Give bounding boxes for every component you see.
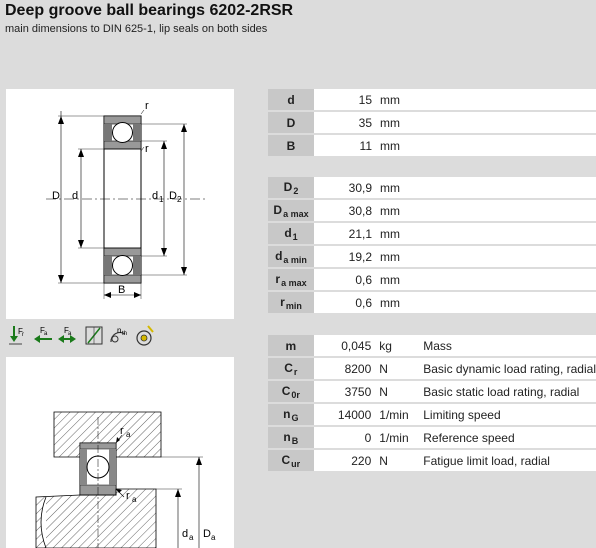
- mounting-drawing-panel: [6, 357, 234, 548]
- svg-text:th: th: [122, 331, 128, 337]
- unit-cell: N: [375, 450, 413, 471]
- label-r-mid: r: [145, 143, 149, 155]
- unit-cell: mm: [376, 223, 410, 244]
- label-ra-top-sub: a: [126, 430, 131, 439]
- label-D2: D: [169, 190, 177, 202]
- feature-icons-row: [6, 324, 236, 350]
- unit-cell: 1/min: [375, 427, 413, 448]
- symbol-cell: [268, 381, 314, 402]
- symbol: r: [280, 294, 285, 309]
- description-cell: Reference speed: [413, 427, 596, 448]
- empty-cell: [410, 135, 596, 156]
- properties-table: [268, 333, 596, 473]
- empty-cell: [410, 269, 596, 290]
- label-d: d: [72, 190, 79, 202]
- symbol-subscript: r: [293, 366, 298, 377]
- svg-text:F: F: [64, 326, 69, 335]
- symbol-cell: [268, 177, 314, 198]
- svg-text:F: F: [40, 326, 45, 335]
- label-d1: d: [152, 190, 159, 202]
- bearing-drawing-panel: [6, 89, 234, 319]
- mounting-dimensions-table: [268, 175, 596, 315]
- unit-cell: mm: [376, 112, 410, 133]
- symbol-subscript: a max: [281, 277, 307, 288]
- table-row: [268, 450, 596, 471]
- value-cell: 35: [314, 112, 376, 133]
- label-D2-sub: 2: [177, 195, 182, 204]
- label-da: d: [182, 528, 189, 540]
- mounting-section-drawing: [6, 357, 234, 548]
- table-row: [268, 112, 596, 133]
- description-cell: Basic dynamic load rating, radial: [413, 358, 596, 379]
- page-subtitle: main dimensions to DIN 625-1, lip seals on both sides: [5, 23, 268, 35]
- speed-icon[interactable]: [108, 324, 130, 348]
- empty-cell: [410, 223, 596, 244]
- symbol-cell: [268, 335, 314, 356]
- symbol: C: [284, 360, 293, 375]
- symbol-subscript: a max: [283, 208, 309, 219]
- symbol-subscript: G: [291, 412, 299, 423]
- symbol-cell: [268, 427, 314, 448]
- symbol-subscript: 1: [292, 231, 298, 242]
- unit-cell: mm: [376, 89, 410, 110]
- table-row: [268, 427, 596, 448]
- symbol-subscript: 0r: [291, 389, 300, 400]
- symbol-cell: [268, 246, 314, 267]
- bearing-section-drawing: [6, 89, 234, 319]
- svg-text:F: F: [18, 327, 23, 336]
- symbol-subscript: min: [285, 300, 302, 311]
- empty-cell: [410, 177, 596, 198]
- table-row: [268, 358, 596, 379]
- svg-text:n: n: [117, 326, 122, 335]
- main-dimensions-table: [268, 87, 596, 158]
- label-Da: D: [203, 528, 211, 540]
- unit-cell: kg: [375, 335, 413, 356]
- description-cell: Limiting speed: [413, 404, 596, 425]
- symbol-subscript: a min: [283, 254, 307, 265]
- unit-cell: N: [375, 381, 413, 402]
- table-row: [268, 200, 596, 221]
- symbol: d: [287, 92, 295, 107]
- svg-text:a: a: [44, 331, 48, 337]
- symbol-subscript: ur: [291, 458, 301, 469]
- symbol: m: [285, 338, 297, 353]
- symbol: D: [286, 115, 296, 130]
- description-cell: Fatigue limit load, radial: [413, 450, 596, 471]
- symbol-cell: [268, 223, 314, 244]
- table-row: [268, 381, 596, 402]
- label-B: B: [118, 284, 126, 296]
- value-cell: 220: [314, 450, 376, 471]
- sealed-bearing-icon[interactable]: [134, 324, 156, 348]
- symbol: d: [284, 225, 292, 240]
- unit-cell: mm: [376, 135, 410, 156]
- label-ra-bottom-sub: a: [132, 495, 137, 504]
- table-row: [268, 404, 596, 425]
- label-ra-top: r: [120, 425, 124, 437]
- symbol: C: [281, 383, 291, 398]
- table-row: [268, 335, 596, 356]
- symbol-cell: [268, 450, 314, 471]
- value-cell: 0,6: [314, 292, 376, 313]
- label-r-top: r: [145, 100, 149, 112]
- empty-cell: [410, 292, 596, 313]
- value-cell: 0: [314, 427, 376, 448]
- value-cell: 30,8: [314, 200, 376, 221]
- label-d1-sub: 1: [159, 195, 164, 204]
- empty-cell: [410, 112, 596, 133]
- value-cell: 14000: [314, 404, 376, 425]
- table-row: [268, 292, 596, 313]
- table-row: [268, 246, 596, 267]
- empty-cell: [410, 89, 596, 110]
- value-cell: 11: [314, 135, 376, 156]
- symbol: n: [283, 406, 291, 421]
- value-cell: 30,9: [314, 177, 376, 198]
- symbol-cell: [268, 135, 314, 156]
- symbol-cell: [268, 292, 314, 313]
- symbol: r: [275, 271, 281, 286]
- table-row: [268, 177, 596, 198]
- symbol: D: [283, 179, 293, 194]
- table-row: [268, 269, 596, 290]
- unit-cell: mm: [376, 269, 410, 290]
- symbol-cell: [268, 358, 314, 379]
- bidirectional-axial-load-icon[interactable]: [56, 324, 78, 348]
- symbol-cell: [268, 200, 314, 221]
- label-D: D: [52, 190, 60, 202]
- symbol-cell: [268, 404, 314, 425]
- label-Da-sub: a: [211, 533, 216, 542]
- symbol-cell: [268, 269, 314, 290]
- symbol: D: [273, 202, 283, 217]
- label-da-sub: a: [189, 533, 194, 542]
- value-cell: 0,045: [314, 335, 376, 356]
- unit-cell: mm: [376, 200, 410, 221]
- value-cell: 3750: [314, 381, 376, 402]
- value-cell: 21,1: [314, 223, 376, 244]
- symbol-subscript: 2: [293, 185, 299, 196]
- value-cell: 0,6: [314, 269, 376, 290]
- symbol-cell: [268, 112, 314, 133]
- symbol: d: [275, 248, 283, 263]
- empty-cell: [410, 200, 596, 221]
- svg-text:a: a: [68, 331, 72, 337]
- symbol-subscript: B: [291, 435, 299, 446]
- symbol: C: [281, 452, 291, 467]
- description-cell: Mass: [413, 335, 596, 356]
- misalignment-icon[interactable]: [84, 324, 106, 348]
- symbol: B: [286, 138, 296, 153]
- label-ra-bottom: r: [126, 490, 130, 502]
- page-title: Deep groove ball bearings 6202-2RSR: [5, 2, 294, 19]
- symbol: n: [283, 429, 291, 444]
- value-cell: 8200: [314, 358, 376, 379]
- unit-cell: mm: [376, 246, 410, 267]
- symbol-cell: [268, 89, 314, 110]
- unit-cell: 1/min: [375, 404, 413, 425]
- value-cell: 15: [314, 89, 376, 110]
- svg-text:r: r: [22, 332, 24, 338]
- description-cell: Basic static load rating, radial: [413, 381, 596, 402]
- unit-cell: mm: [376, 177, 410, 198]
- axial-load-icon[interactable]: [32, 324, 54, 348]
- table-row: [268, 89, 596, 110]
- unit-cell: mm: [376, 292, 410, 313]
- empty-cell: [410, 246, 596, 267]
- unit-cell: N: [375, 358, 413, 379]
- table-row: [268, 223, 596, 244]
- radial-load-icon[interactable]: [8, 324, 30, 348]
- value-cell: 19,2: [314, 246, 376, 267]
- table-row: [268, 135, 596, 156]
